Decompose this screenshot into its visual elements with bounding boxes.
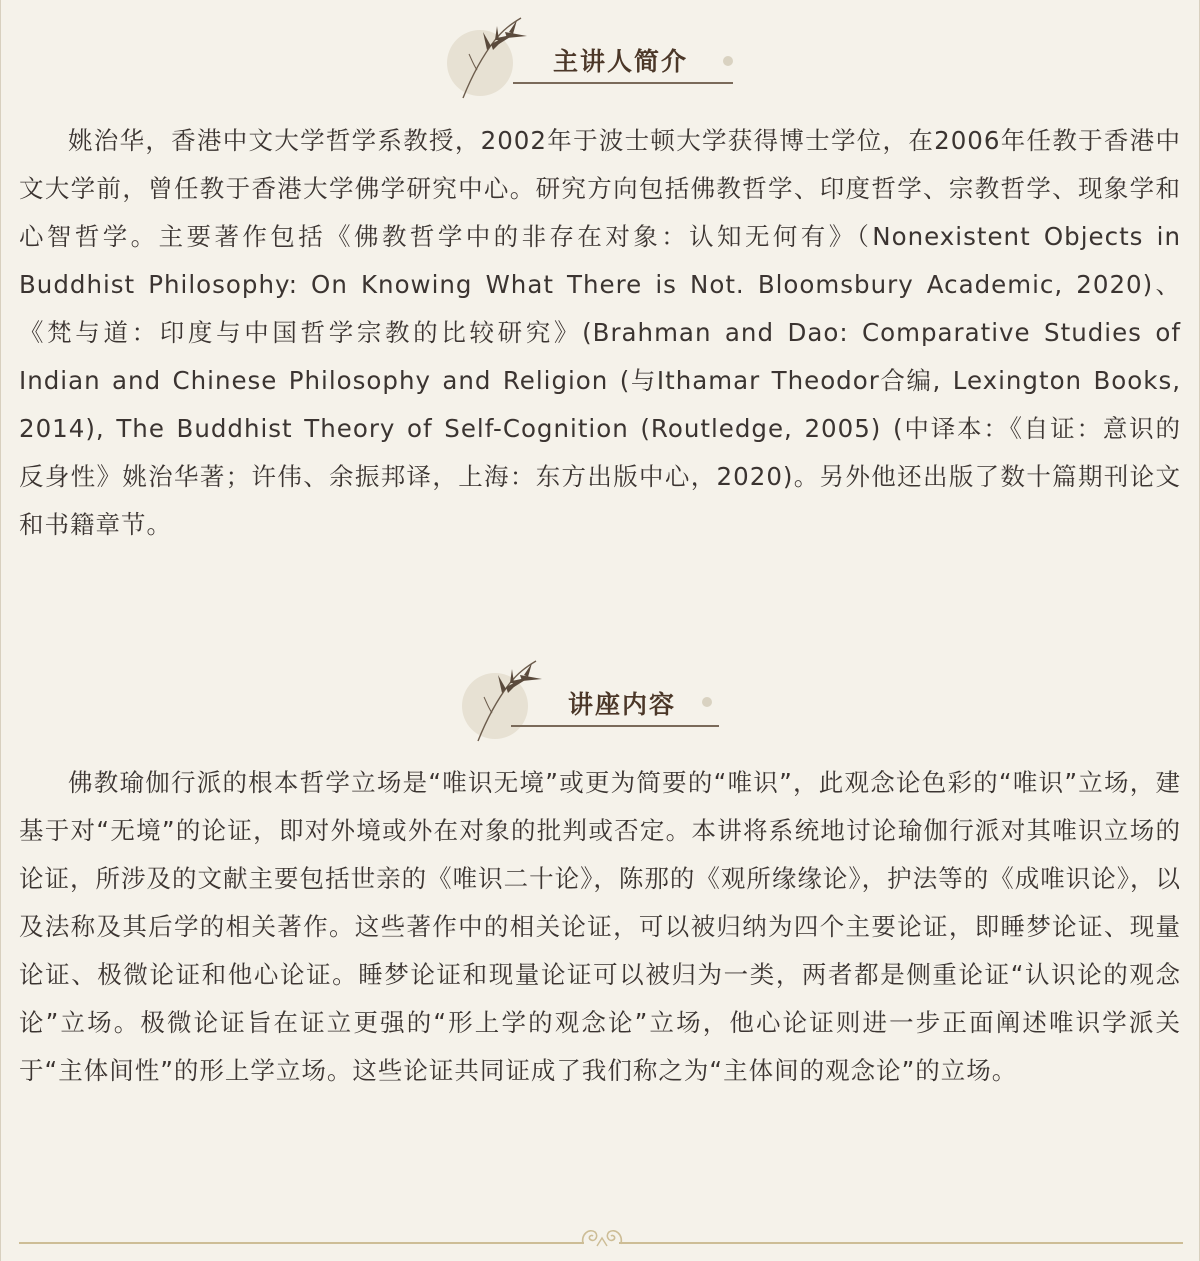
ornament-icon [575,1224,629,1250]
heading-underline [511,725,719,727]
speaker-intro-heading [441,14,761,124]
heading-dot [723,56,733,66]
heading-underline [513,82,733,84]
footer-divider-right [619,1242,1183,1244]
lecture-content-paragraph: 佛教瑜伽行派的根本哲学立场是“唯识无境”或更为简要的“唯识”，此观念论色彩的“唯识”立场，建基于对“无境”的论证，即对外境或外在对象的批判或否定。本讲将系统地讨论瑜伽行派对其唯识立场的论证，所涉及的文献主要包括世亲的《唯识二十论》，陈那的《观所缘缘论》，护法等的《成唯识论》，以及法称及其后学的相关著作。这些著作中的相关论证，可以被归纳为四个主要论证，即睡梦论证、现量论证、极微论证和他心论证。睡梦论证和现量论证可以被归为一类，两者都是侧重论证“认识论的观念论”立场。极微论证旨在证立更强的“形上学的观念论”立场，他心论证则进一步正面阐述唯识学派关于“主体间性”的形上学立场。这些论证共同证成了我们称之为“主体间的观念论”的立场。 [19,768,1181,1085]
speaker-bio-paragraph: 姚治华，香港中文大学哲学系教授，2002年于波士顿大学获得博士学位，在2006年任教于香港中文大学前，曾任教于香港大学佛学研究中心。研究方向包括佛教哲学、印度哲学、宗教哲学、现象学和心智哲学。主要著作包括《佛教哲学中的非存在对象：认知无何有》（Nonexistent Objects in Buddhist Philosophy: On Knowing What There is Not. Bloomsbury Academic, 2020)、《梵与道：印度与中国哲学宗教的比较研究》(Brahman and Dao: Comparative Studies of Indian and Chinese Philosophy and Religion (与Ithamar Theodor合编, Lexington Books, 2014), The Buddhist Theory of Self-Cognition (Routledge, 2005) (中译本：《自证：意识的反身性》姚治华著；许伟、余振邦译，上海：东方出版中心，2020)。另外他还出版了数十篇期刊论文和书籍章节。 [19,126,1181,539]
lecture-content-heading [456,655,746,765]
section-title: 主讲人简介 [553,47,689,76]
footer-divider-left [19,1242,584,1244]
heading-dot [702,697,712,707]
bamboo-icon [462,655,552,745]
bamboo-icon [447,14,537,104]
section-title: 讲座内容 [568,690,677,719]
